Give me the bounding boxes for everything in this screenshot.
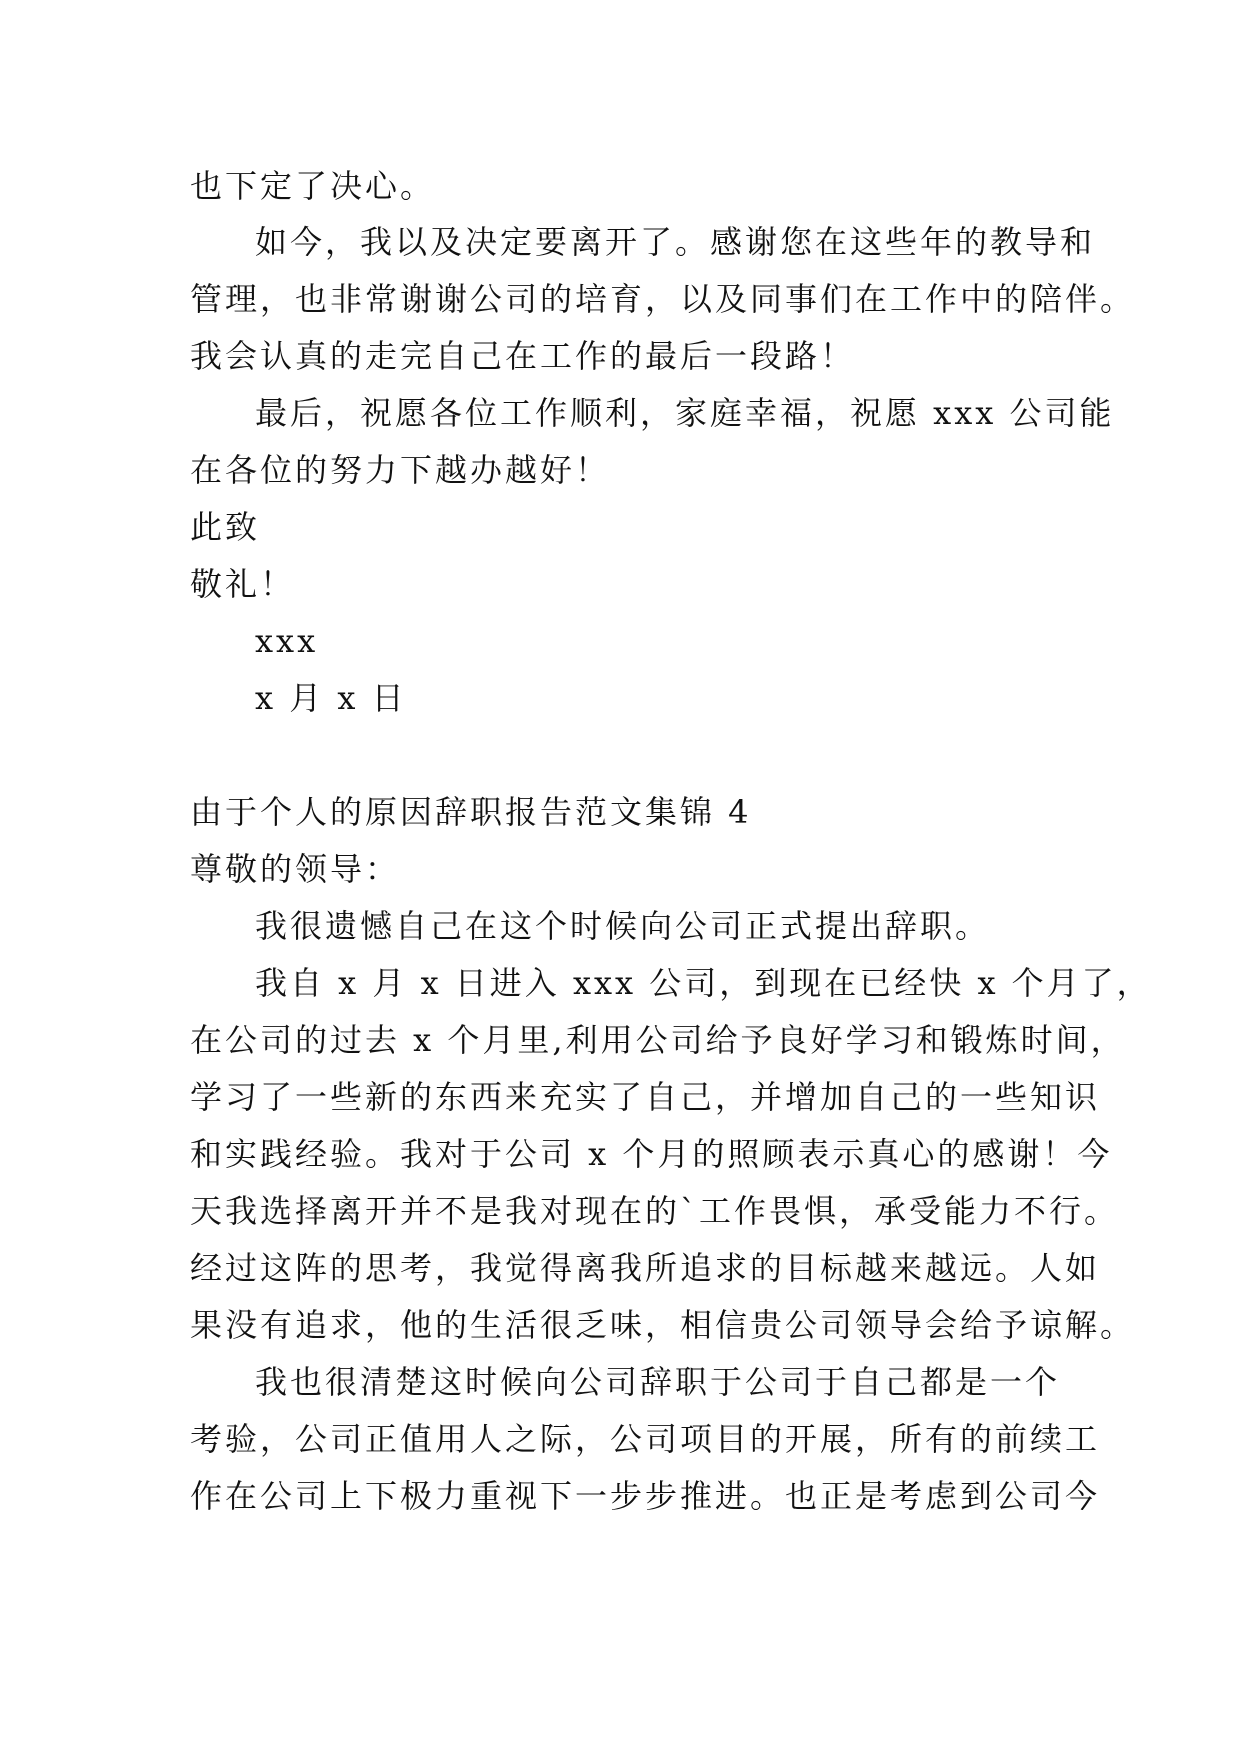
paragraph-line: 经过这阵的思考，我觉得离我所追求的目标越来越远。人如 [190,1249,1101,1287]
paragraph-line: 管理，也非常谢谢公司的培育，以及同事们在工作中的陪伴。 [190,280,1136,318]
signature-date: x 月 x 日 [255,679,407,717]
paragraph-line: 考验，公司正值用人之际，公司项目的开展，所有的前续工 [190,1420,1101,1458]
paragraph-line: 在各位的努力下越办越好！ [190,451,611,489]
paragraph-line: 在公司的过去 x 个月里,利用公司给予良好学习和锻炼时间， [190,1021,1126,1059]
paragraph-line: 和实践经验。我对于公司 x 个月的照顾表示真心的感谢！今 [190,1135,1113,1173]
paragraph-line: 我也很清楚这时候向公司辞职于公司于自己都是一个 [255,1363,1061,1401]
paragraph-line: 如今，我以及决定要离开了。感谢您在这些年的教导和 [255,223,1096,261]
section-title: 由于个人的原因辞职报告范文集锦 4 [190,793,752,831]
paragraph-line: 天我选择离开并不是我对现在的`工作畏惧，承受能力不行。 [190,1192,1120,1230]
paragraph-line: 我很遗憾自己在这个时候向公司正式提出辞职。 [255,907,991,945]
paragraph-line: 也下定了决心。 [190,167,436,205]
paragraph-line: 最后，祝愿各位工作顺利，家庭幸福，祝愿 xxx 公司能 [255,394,1115,432]
closing-regards: 敬礼！ [190,565,296,603]
paragraph-line: 作在公司上下极力重视下一步步推进。也正是考虑到公司今 [190,1477,1101,1515]
greeting: 尊敬的领导： [190,850,401,888]
signature-name: xxx [255,622,319,660]
closing-salutation: 此致 [190,508,261,546]
paragraph-line: 学习了一些新的东西来充实了自己，并增加自己的一些知识 [190,1078,1101,1116]
paragraph-line: 果没有追求，他的生活很乏味，相信贵公司领导会给予谅解。 [190,1306,1136,1344]
paragraph-line: 我会认真的走完自己在工作的最后一段路！ [190,337,856,375]
paragraph-line: 我自 x 月 x 日进入 xxx 公司，到现在已经快 x 个月了， [255,964,1152,1002]
